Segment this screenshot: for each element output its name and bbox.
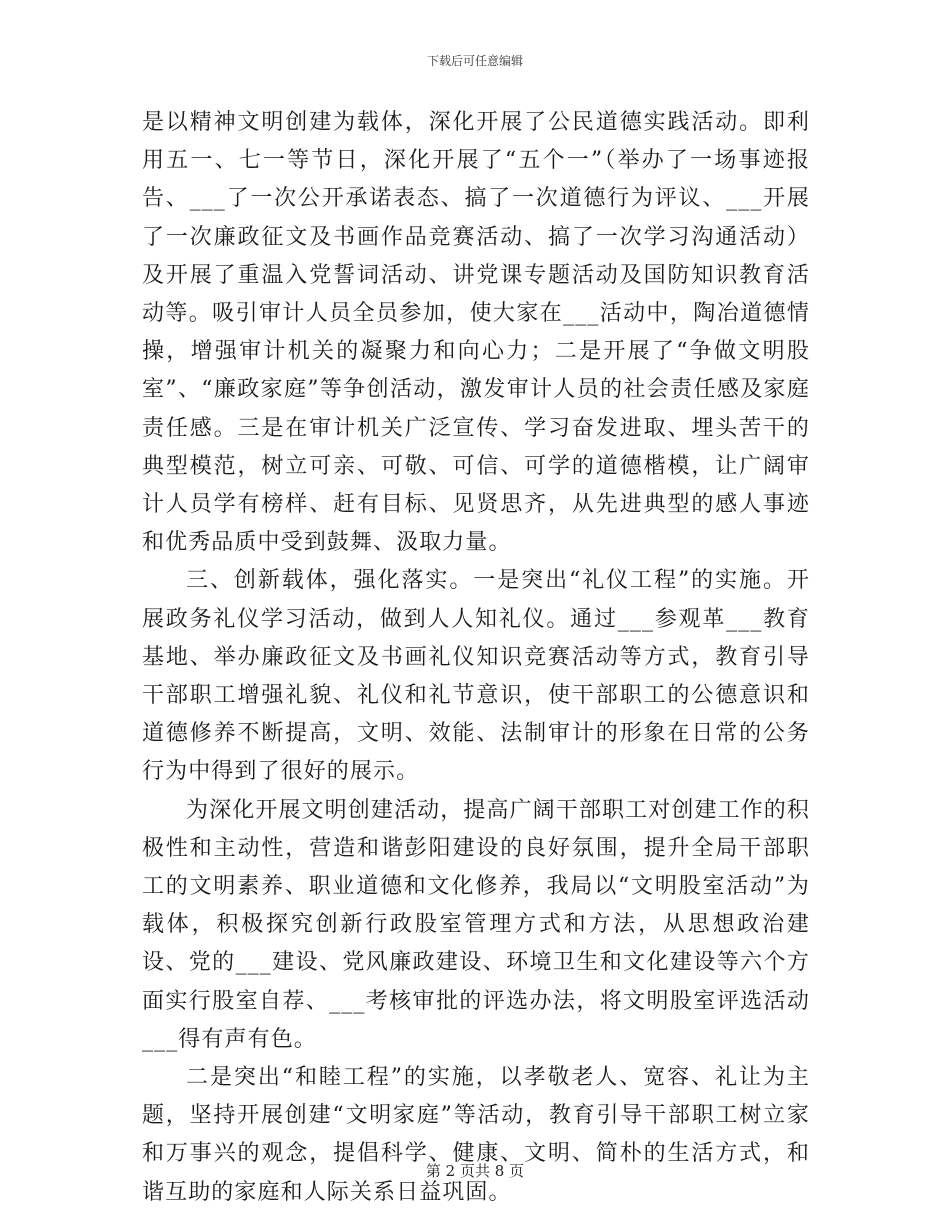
document-body [142,104,810,1212]
paragraph-3: 为深化开展文明创建活动，提高广阔干部职工对创建工作的积极性和主动性，营造和谐彭阳建设的良好氛围，提升全局干部职工的文明素养、职业道德和文化修养，我局以“文明股室活动”为载体，积极探究创新行政股室管理方式和方法，从思想政治建设、党的___建设、党风廉政建设、环境卫生和文化建设等六个方面实行股室自荐、___考核审批的评选办法，将文明股室评选活动___得有声有色。 [142,797,810,1052]
paragraph-1: 是以精神文明创建为载体，深化开展了公民道德实践活动。即利用五一、七一等节日，深化开展了“五个一”（举办了一场事迹报告、___了一次公开承诺表态、搞了一次道德行为评议、___开展了一次廉政征文及书画作品竞赛活动、搞了一次学习沟通活动）及开展了重温入党誓词活动、讲党课专题活动及国防知识教育活动等。吸引审计人员全员参加，使大家在___活动中，陶冶道德情操，增强审计机关的凝聚力和向心力；二是开展了“争做文明股室”、“廉政家庭”等争创活动，激发审计人员的社会责任感及家庭责任感。三是在审计机关广泛宣传、学习奋发进取、埋头苦干的典型模范，树立可亲、可敬、可信、可学的道德楷模，让广阔审计人员学有榜样、赶有目标、见贤思齐，从先进典型的感人事迹和优秀品质中受到鼓舞、汲取力量。 [142,110,810,556]
paragraph-2: 三、创新载体，强化落实。一是突出“礼仪工程”的实施。开展政务礼仪学习活动，做到人人知礼仪。通过___参观革___教育基地、举办廉政征文及书画礼仪知识竞赛活动等方式，教育引导干部职工增强礼貌、礼仪和礼节意识，使干部职工的公德意识和道德修养不断提高，文明、效能、法制审计的形象在日常的公务行为中得到了很好的展示。 [142,568,810,785]
paragraph-4: 二是突出“和睦工程”的实施，以孝敬老人、宽容、礼让为主题，坚持开展创建“文明家庭”等活动，教育引导干部职工树立家和万事兴的观念，提倡科学、健康、文明、简朴的生活方式，和谐互助的家庭和人际关系日益巩固。 [142,1065,810,1205]
page-number: 第 2 页共 8 页 [425,1162,525,1180]
page-header: 下载后可任意编辑 [426,54,523,68]
